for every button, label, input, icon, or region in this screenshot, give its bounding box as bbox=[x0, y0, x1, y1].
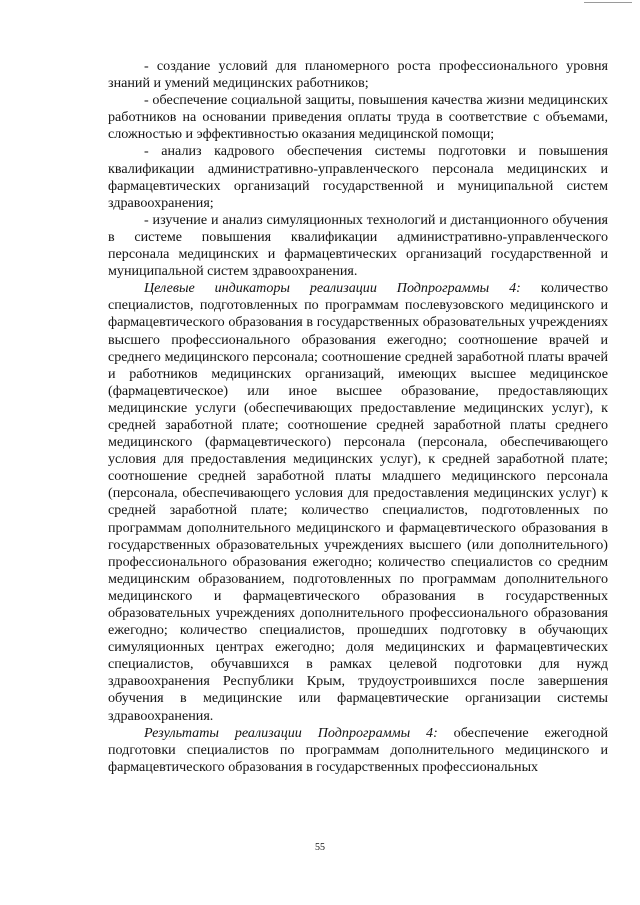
page-number: 55 bbox=[315, 842, 325, 853]
top-edge-rule bbox=[584, 2, 632, 3]
paragraph-text: обеспечение ежегодной подготовки специалистов по программам дополнительного медицинского и фармацевтического образования в государственных профессиональных bbox=[108, 724, 608, 775]
document-body bbox=[108, 58, 608, 776]
paragraph-text: - обеспечение социальной защиты, повышения качества жизни медицинских работников на основании приведения оплаты труда в соответствие с объемами, сложностью и эффективностью оказания медицинской помощи; bbox=[108, 92, 608, 143]
paragraph-target-indicators bbox=[108, 280, 608, 724]
paragraph-text: - анализ кадрового обеспечения системы подготовки и повышения квалификации административно-управленческого персонала медицинских и фармацевтических организаций государственной и муниципальной систем здравоохранения; bbox=[108, 143, 608, 211]
paragraph-bullet-4 bbox=[108, 212, 608, 280]
paragraph-text: - создание условий для планомерного роста профессионального уровня знаний и умений медицинских работников; bbox=[108, 58, 608, 92]
paragraph-bullet-2 bbox=[108, 92, 608, 143]
paragraph-text: - изучение и анализ симуляционных технологий и дистанционного обучения в системе повышения квалификации административно-управленческого персонала медицинских и фармацевтических организаций государственной и муниципальной систем здравоохранения. bbox=[108, 211, 608, 280]
paragraph-results bbox=[108, 725, 608, 776]
paragraph-text: количество специалистов, подготовленных по программам послевузовского медицинского и фармацевтического образования в государственных образовательных учреждениях высшего профессионального образования ежегодно; соотношение врачей и среднего медицинского персонала; соотношение средней заработной платы врачей и работников медицинских организаций, имеющих высшее медицинское (фармацевтическое) или иное высшее образование, предоставляющих медицинские услуги (обеспечивающих предоставление медицинских услуг), к средней заработной плате; соотношение средней заработной платы среднего медицинского (фармацевтического) персонала (персонала, обеспечивающего условия для предоставления медицинских услуг), к средней заработной плате; соотношение средней заработной платы младшего медицинского персонала (персонала, обеспечивающего условия для предоставления медицинских услуг) к средней заработной плате; количество специалистов, подготовленных по программам дополнительного медицинского и фармацевтического образования в государственных образовательных учреждениях высшего (или дополнительного) профессионального образования ежегодно; количество специалистов со средним медицинским образованием, подготовленных по программам дополнительного медицинского и фармацевтического образования в государственных образовательных учреждениях дополнительного профессионального образования ежегодно; количество специалистов, прошедших подготовку в обучающих симуляционных центрах ежегодно; доля медицинских и фармацевтических специалистов, обучавшихся в рамках целевой подготовки для нужд здравоохранения Республики Крым, трудоустроившихся после завершения обучения в медицинские или фармацевтические организации системы здравоохранения. bbox=[108, 280, 608, 724]
paragraph-bullet-3 bbox=[108, 143, 608, 211]
paragraph-bullet-1 bbox=[108, 58, 608, 92]
paragraph-lead: Целевые индикаторы реализации Подпрограммы 4: bbox=[144, 280, 521, 297]
paragraph-lead: Результаты реализации Подпрограммы 4: bbox=[144, 724, 438, 741]
